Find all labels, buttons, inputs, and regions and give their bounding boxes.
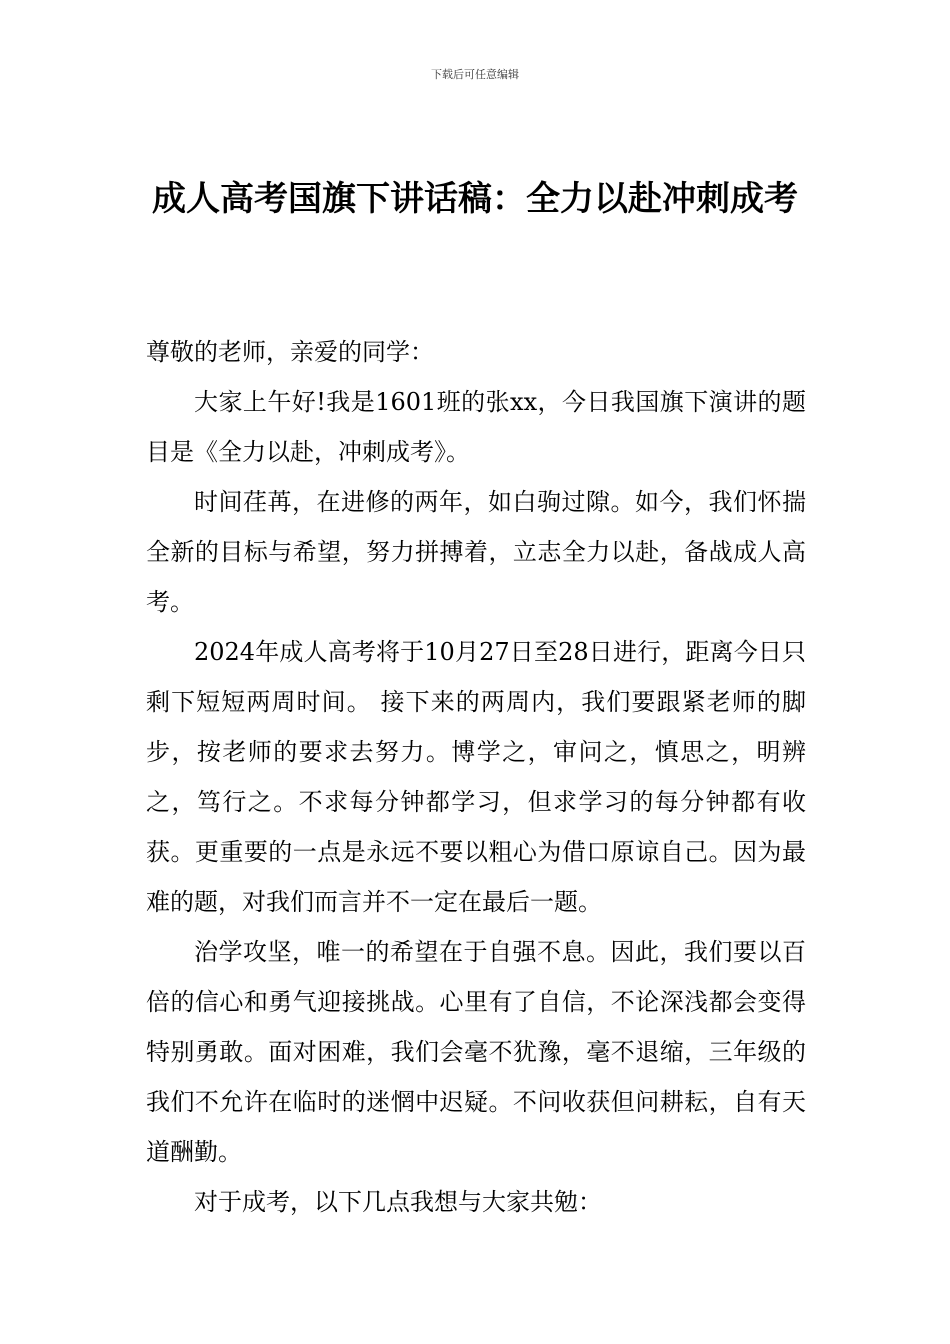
paragraph: 大家上午好!我是1601班的张xx，今日我国旗下演讲的题目是《全力以赴，冲刺成考》。: [146, 388, 806, 466]
paragraph: 对于成考，以下几点我想与大家共勉：: [194, 1188, 602, 1216]
paragraph: 时间荏苒，在进修的两年，如白驹过隙。如今，我们怀揣全新的目标与希望，努力拼搏着，立志全力以赴，备战成人高考。: [146, 488, 806, 616]
paragraph: 2024年成人高考将于10月27日至28日进行，距离今日只剩下短短两周时间。 接下来的两周内，我们要跟紧老师的脚步，按老师的要求去努力。博学之，审问之，慎思之，明辨之，笃行之。不求每分钟都学习，但求学习的每分钟都有收获。更重要的一点是永远不要以粗心为借口原谅自己。因为最难的题，对我们而言并不一定在最后一题。: [146, 638, 806, 916]
paragraph: 治学攻坚，唯一的希望在于自强不息。因此，我们要以百倍的信心和勇气迎接挑战。心里有了自信，不论深浅都会变得特别勇敢。面对困难，我们会毫不犹豫，毫不退缩，三年级的我们不允许在临时的迷惘中迟疑。不问收获但问耕耘，自有天道酬勤。: [146, 938, 806, 1166]
document-body: [146, 327, 806, 1227]
salutation: 尊敬的老师，亲爱的同学：: [146, 338, 434, 366]
header-note: 下载后可任意编辑: [431, 68, 519, 81]
document-title: 成人高考国旗下讲话稿：全力以赴冲刺成考: [152, 179, 798, 219]
